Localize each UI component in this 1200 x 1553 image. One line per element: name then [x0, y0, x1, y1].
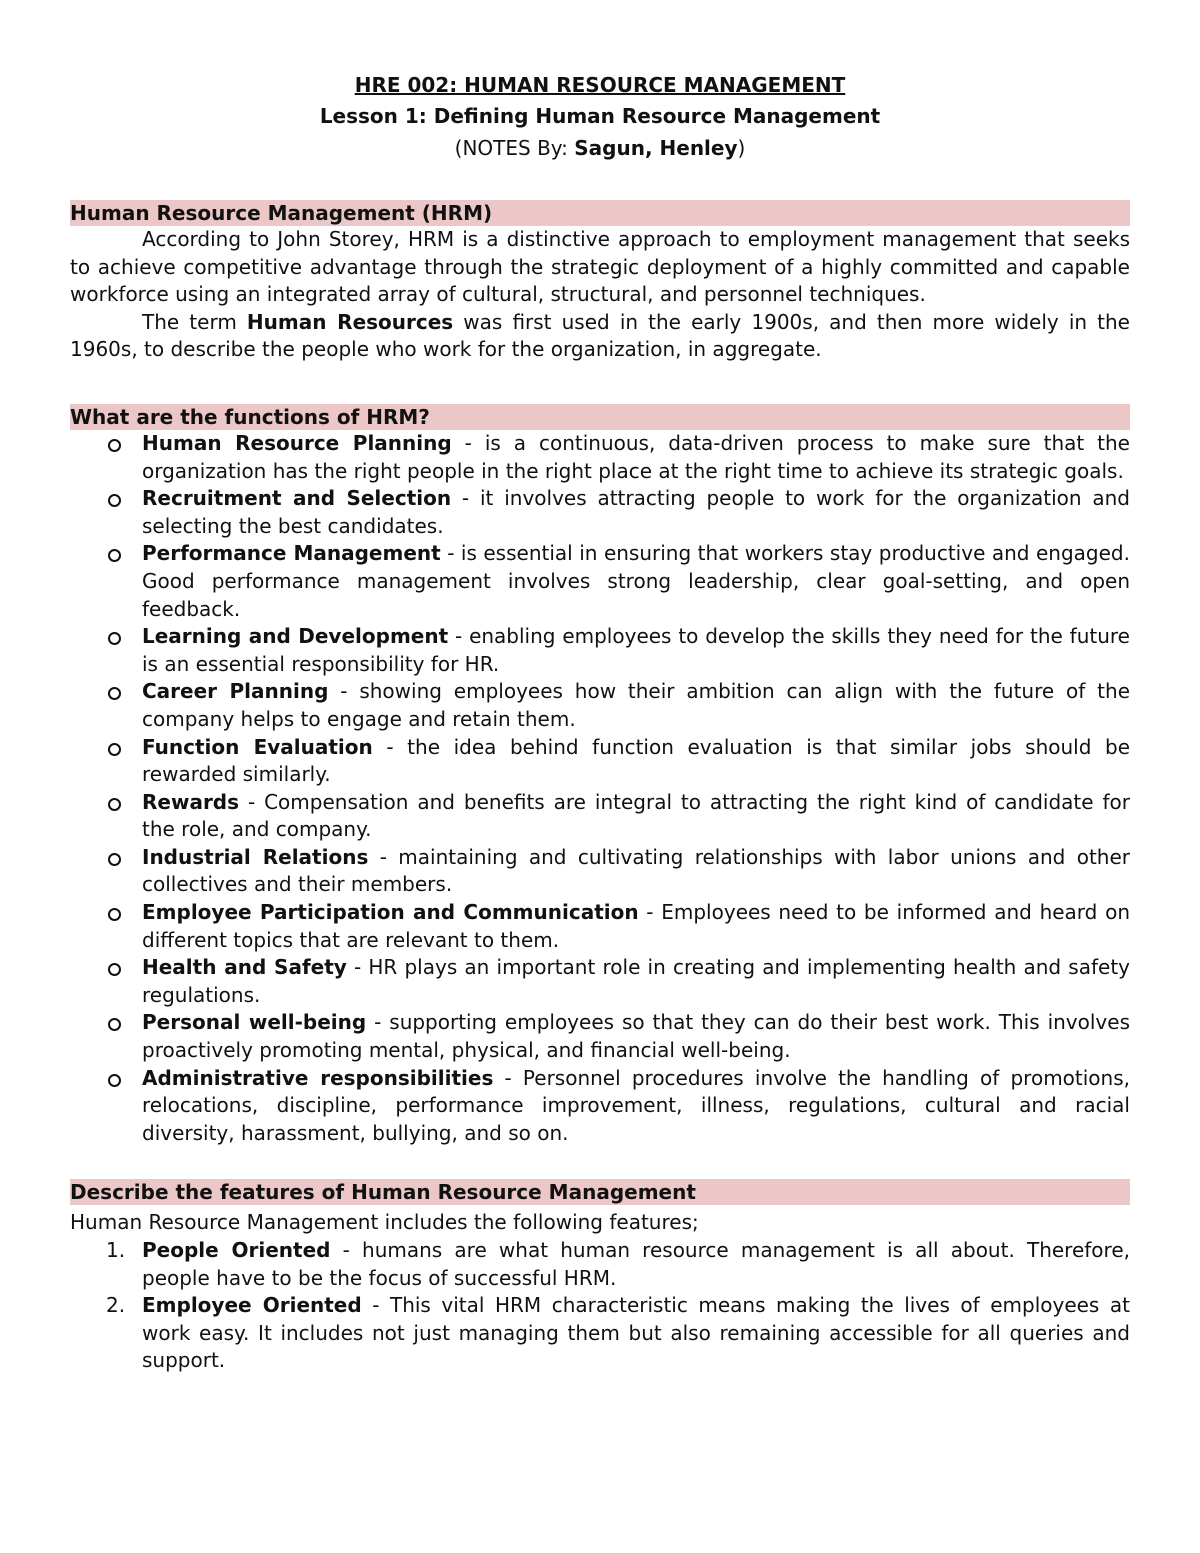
section-features — [70, 1179, 1130, 1375]
item-term: Employee Oriented — [142, 1293, 362, 1318]
item-description: - Compensation and benefits are integral to attracting the right kind of candidate for the role, and company. — [142, 789, 1130, 842]
list-item — [70, 734, 1130, 789]
list-item — [70, 954, 1130, 1009]
list-item — [70, 430, 1130, 485]
item-description: - Employees need to be informed and heard on different topics that are relevant to them. — [142, 900, 1130, 952]
circle-bullet-icon — [108, 743, 121, 756]
circle-bullet-icon — [108, 687, 121, 700]
list-item — [70, 540, 1130, 623]
functions-list — [70, 430, 1130, 1147]
item-description: - humans are what human resource management is all about. Therefore, people have to be the focus of successful HRM. — [142, 1238, 1130, 1290]
lesson-line — [70, 100, 1130, 132]
section-heading: Describe the features of Human Resource Management — [70, 1179, 1130, 1205]
document-header — [70, 70, 1130, 164]
circle-bullet-icon — [108, 908, 121, 921]
paragraph-text: was first used in the early 1900s, and then more widely in the 1960s, to describe the people who work for the organization, in aggregate. — [70, 309, 1130, 362]
item-term: Career Planning — [142, 679, 329, 704]
paragraph: Human Resource Management includes the following features; — [70, 1210, 699, 1235]
circle-bullet-icon — [108, 798, 121, 811]
document-page — [70, 70, 1130, 1375]
item-description: - This vital HRM characteristic means making the lives of employees at work easy. It includes not just managing them but also remaining accessible for all queries and support. — [142, 1293, 1130, 1373]
circle-bullet-icon — [108, 853, 121, 866]
item-description: - HR plays an important role in creating and implementing health and safety regulations. — [142, 955, 1130, 1007]
notes-prefix: (NOTES By: — [454, 136, 575, 160]
item-description: - showing employees how their ambition can align with the future of the company helps to engage and retain them. — [142, 679, 1130, 731]
item-term: Rewards — [142, 789, 240, 814]
circle-bullet-icon — [108, 632, 121, 645]
item-term: Human Resource Planning — [142, 430, 452, 455]
item-description: - enabling employees to develop the skills they need for the future is an essential responsibility for HR. — [142, 624, 1130, 676]
list-item — [70, 789, 1130, 844]
item-term: Learning and Development — [142, 624, 449, 649]
item-description: - Personnel procedures involve the handling of promotions, relocations, discipline, performance improvement, illness, regulations, cultural and racial diversity, harassment, bullying, and so on. — [142, 1065, 1130, 1145]
circle-bullet-icon — [108, 963, 121, 976]
item-term: People Oriented — [142, 1238, 331, 1262]
circle-bullet-icon — [108, 494, 121, 507]
list-item — [70, 899, 1130, 954]
circle-bullet-icon — [108, 1074, 121, 1087]
item-term: Health and Safety — [142, 955, 347, 980]
list-item — [70, 678, 1130, 733]
list-item — [70, 623, 1130, 678]
item-term: Employee Participation and Communication — [142, 900, 639, 925]
list-item — [70, 1065, 1130, 1148]
notes-suffix: ) — [737, 136, 746, 160]
paragraph — [70, 309, 1130, 364]
item-number: 2. — [106, 1293, 126, 1318]
circle-bullet-icon — [108, 549, 121, 562]
item-term: Performance Management — [142, 541, 441, 566]
lesson-title: : Defining Human Resource Management — [418, 104, 881, 128]
item-term: Personal well-being — [142, 1010, 367, 1035]
notes-author: Sagun, Henley — [574, 136, 738, 160]
features-list — [70, 1237, 1130, 1375]
list-item — [70, 1237, 1130, 1292]
list-item — [70, 1292, 1130, 1375]
item-description: - maintaining and cultivating relationships with labor unions and other collectives and their members. — [142, 844, 1130, 897]
section-hrm — [70, 200, 1130, 364]
section-functions — [70, 404, 1130, 1147]
item-term: Function Evaluation — [142, 734, 373, 759]
circle-bullet-icon — [108, 439, 121, 452]
lesson-label: Lesson 1 — [319, 104, 419, 128]
paragraph-text: The term — [142, 309, 247, 334]
item-description: - is a continuous, data-driven process to make sure that the organization has the right people in the right place at the right time to achieve its strategic goals. — [142, 430, 1130, 483]
list-item — [70, 1009, 1130, 1064]
item-description: - it involves attracting people to work for the organization and selecting the best candidates. — [142, 486, 1131, 538]
item-description: - the idea behind function evaluation is that similar jobs should be rewarded similarly. — [142, 734, 1130, 787]
notes-line — [70, 132, 1130, 164]
list-item — [70, 485, 1130, 540]
section-heading: Human Resource Management (HRM) — [70, 200, 1130, 226]
item-description: - supporting employees so that they can do their best work. This involves proactively promoting mental, physical, and financial well-being. — [142, 1010, 1130, 1063]
paragraph-term: Human Resources — [246, 309, 454, 334]
item-term: Industrial Relations — [142, 844, 369, 869]
course-title: HRE 002: HUMAN RESOURCE MANAGEMENT — [354, 73, 846, 97]
paragraph: According to John Storey, HRM is a distinctive approach to employment management that seeks to achieve competitive advantage through the strategic deployment of a highly committed and capable workforce using an integrated array of cultural, structural, and personnel techniques. — [70, 227, 1130, 307]
item-number: 1. — [106, 1238, 126, 1262]
item-description: - is essential in ensuring that workers stay productive and engaged. Good performance management involves strong leadership, clear goal-setting, and open feedback. — [142, 541, 1130, 621]
list-item — [70, 844, 1130, 899]
item-term: Administrative responsibilities — [142, 1065, 494, 1090]
section-heading: What are the functions of HRM? — [70, 404, 1130, 430]
item-term: Recruitment and Selection — [142, 486, 452, 511]
circle-bullet-icon — [108, 1018, 121, 1031]
